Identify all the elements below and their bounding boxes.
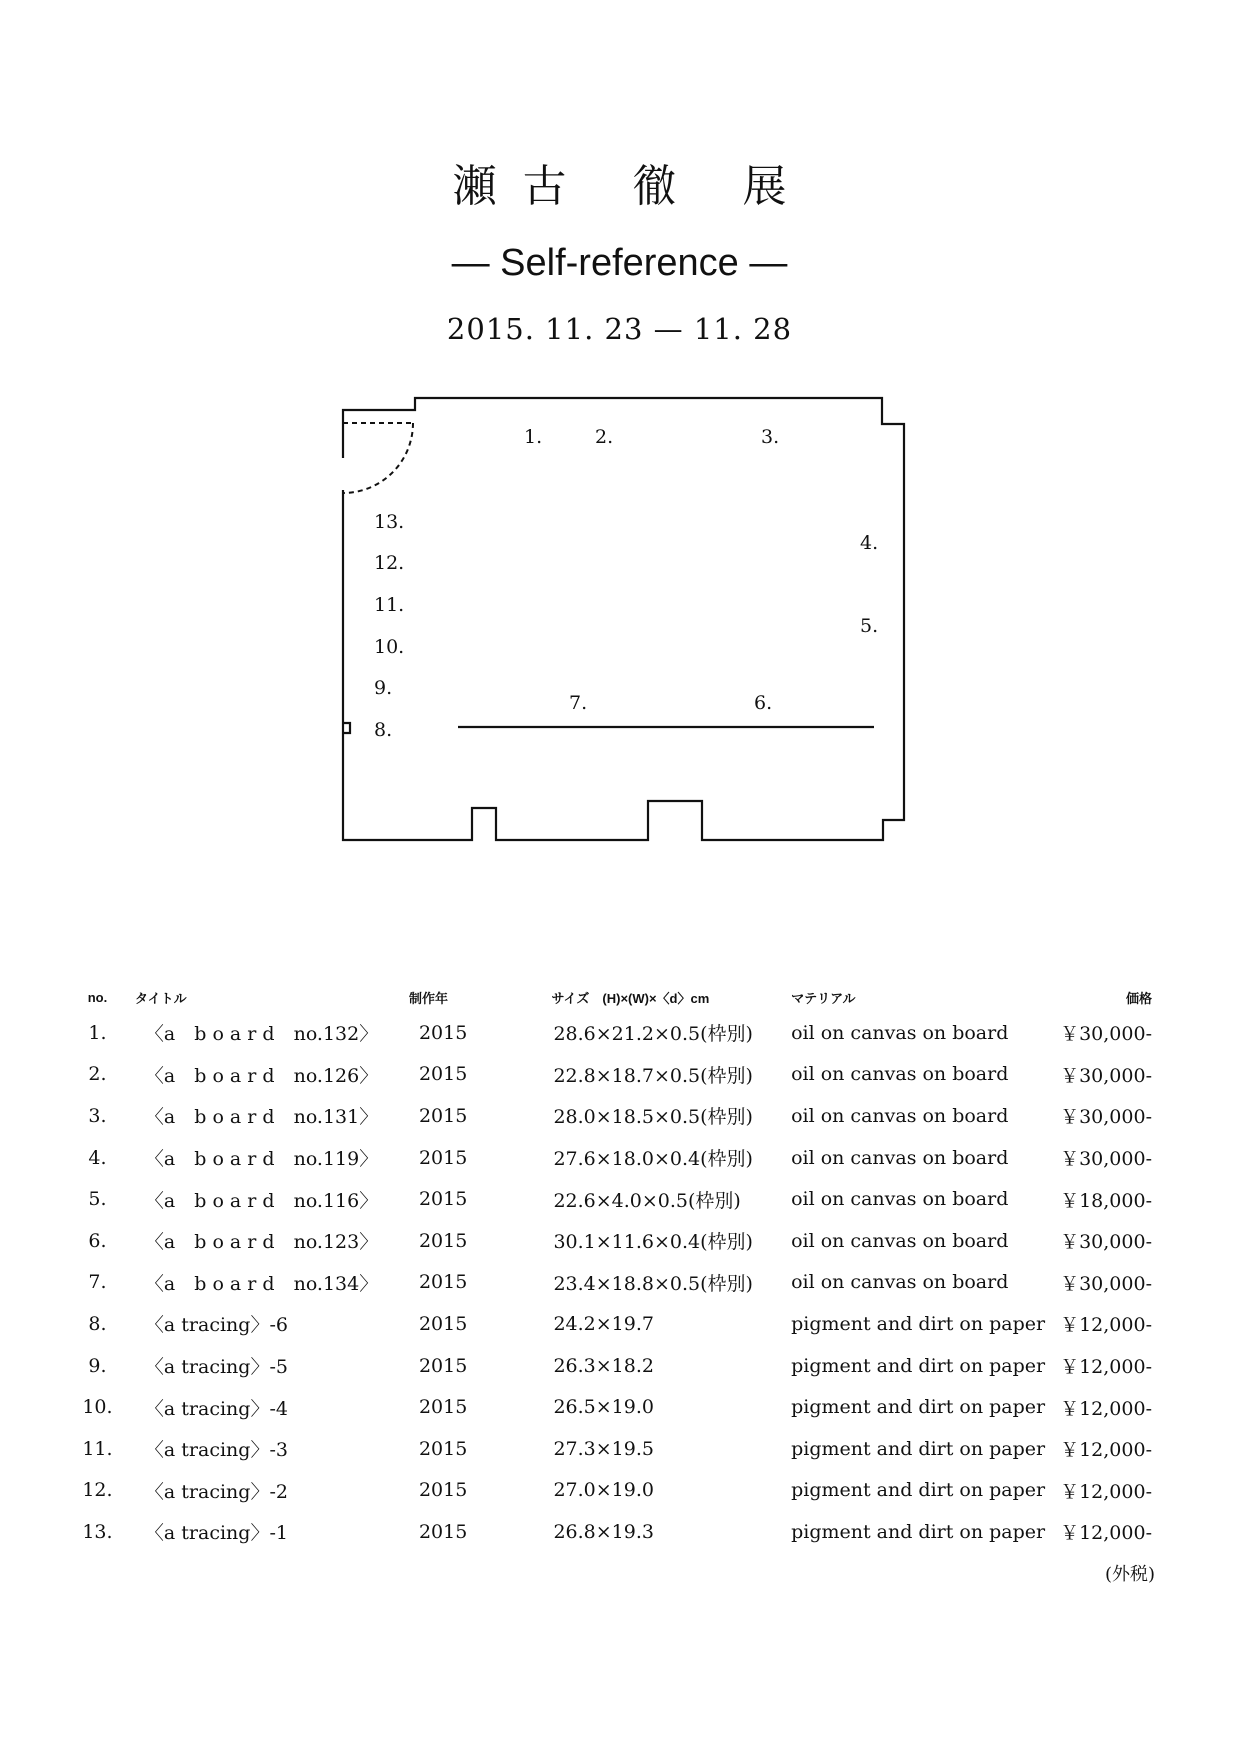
cell-no: 11. xyxy=(82,1437,113,1460)
table-row xyxy=(60,1262,1160,1304)
cell-no: 4. xyxy=(88,1146,107,1169)
table-row xyxy=(60,1303,1160,1345)
floor-label-10: 10. xyxy=(374,636,405,658)
cell-title: 〈a b o a r d no.116〉 xyxy=(144,1189,379,1212)
floor-label-12: 12. xyxy=(374,552,405,574)
cell-material: oil on canvas on board xyxy=(791,1229,1009,1252)
cell-material: oil on canvas on board xyxy=(791,1188,1009,1211)
cell-year: 2015 xyxy=(418,1271,468,1294)
floor-label-8: 8. xyxy=(374,719,393,741)
cell-price: ￥12,000- xyxy=(1060,1522,1152,1545)
cell-material: oil on canvas on board xyxy=(791,1146,1009,1169)
cell-title: 〈a b o a r d no.123〉 xyxy=(144,1231,379,1254)
cell-size: 27.6×18.0×0.4(枠別) xyxy=(553,1148,753,1171)
floor-label-1: 1. xyxy=(524,426,543,448)
cell-price: ￥12,000- xyxy=(1060,1480,1152,1503)
cell-price: ￥12,000- xyxy=(1060,1397,1152,1420)
exhibition-dates: 2015. 11. 23 — 11. 28 xyxy=(446,312,793,346)
cell-year: 2015 xyxy=(418,1437,468,1460)
table-row xyxy=(60,1054,1160,1096)
cell-year: 2015 xyxy=(418,1063,468,1086)
cell-no: 8. xyxy=(88,1312,107,1335)
cell-no: 13. xyxy=(82,1520,113,1543)
cell-no: 5. xyxy=(88,1188,107,1211)
cell-year: 2015 xyxy=(418,1104,468,1127)
cell-title: 〈a tracing〉-2 xyxy=(144,1480,288,1503)
tax-note: (外税) xyxy=(1104,1564,1155,1585)
cell-size: 27.0×19.0 xyxy=(553,1479,654,1502)
door-swing xyxy=(343,423,413,493)
floor-label-11: 11. xyxy=(374,594,405,616)
floor-label-4: 4. xyxy=(860,532,879,554)
cell-title: 〈a tracing〉-4 xyxy=(144,1397,288,1420)
header-title: タイトル xyxy=(134,990,187,1006)
cell-year: 2015 xyxy=(418,1396,468,1419)
cell-price: ￥30,000- xyxy=(1060,1272,1152,1295)
header-material: マテリアル xyxy=(791,990,856,1006)
table-row xyxy=(60,1012,1160,1054)
cell-size: 30.1×11.6×0.4(枠別) xyxy=(553,1231,753,1254)
header-no: no. xyxy=(87,989,108,1005)
cell-material: pigment and dirt on paper xyxy=(791,1479,1046,1502)
cell-year: 2015 xyxy=(418,1479,468,1502)
cell-title: 〈a b o a r d no.134〉 xyxy=(144,1272,379,1295)
cell-no: 12. xyxy=(82,1479,113,1502)
cell-year: 2015 xyxy=(418,1520,468,1543)
table-row xyxy=(60,1178,1160,1220)
floor-label-5: 5. xyxy=(860,615,879,637)
cell-size: 27.3×19.5 xyxy=(553,1437,654,1460)
cell-material: oil on canvas on board xyxy=(791,1021,1009,1044)
floor-plan xyxy=(330,388,920,848)
cell-no: 10. xyxy=(82,1396,113,1419)
cell-price: ￥18,000- xyxy=(1060,1189,1152,1212)
exhibition-title: 瀬古 徹 展 xyxy=(452,161,813,212)
cell-material: pigment and dirt on paper xyxy=(791,1312,1046,1335)
cell-size: 26.8×19.3 xyxy=(553,1520,654,1543)
table-row xyxy=(60,1345,1160,1387)
cell-no: 7. xyxy=(88,1271,107,1294)
cell-year: 2015 xyxy=(418,1354,468,1377)
works-table xyxy=(60,982,1160,1553)
cell-price: ￥12,000- xyxy=(1060,1439,1152,1462)
floor-label-6: 6. xyxy=(754,692,773,714)
cell-title: 〈a b o a r d no.119〉 xyxy=(144,1148,379,1171)
cell-no: 9. xyxy=(88,1354,107,1377)
table-row xyxy=(60,1470,1160,1512)
cell-material: pigment and dirt on paper xyxy=(791,1520,1046,1543)
cell-title: 〈a b o a r d no.126〉 xyxy=(144,1064,379,1087)
cell-price: ￥30,000- xyxy=(1060,1231,1152,1254)
floor-label-2: 2. xyxy=(595,426,614,448)
cell-year: 2015 xyxy=(418,1146,468,1169)
cell-price: ￥30,000- xyxy=(1060,1148,1152,1171)
cell-no: 1. xyxy=(88,1021,107,1044)
floor-label-9: 9. xyxy=(374,677,393,699)
cell-size: 28.0×18.5×0.5(枠別) xyxy=(553,1106,753,1129)
table-row xyxy=(60,1220,1160,1262)
cell-price: ￥12,000- xyxy=(1060,1356,1152,1379)
cell-material: oil on canvas on board xyxy=(791,1271,1009,1294)
cell-price: ￥30,000- xyxy=(1060,1064,1152,1087)
cell-no: 3. xyxy=(88,1104,107,1127)
cell-material: pigment and dirt on paper xyxy=(791,1437,1046,1460)
cell-size: 28.6×21.2×0.5(枠別) xyxy=(553,1023,753,1046)
floor-plan-wall xyxy=(343,398,904,840)
cell-price: ￥30,000- xyxy=(1060,1023,1152,1046)
cell-price: ￥12,000- xyxy=(1060,1314,1152,1337)
header-size: サイズ (H)×(W)×〈d〉cm xyxy=(551,990,710,1006)
cell-no: 6. xyxy=(88,1229,107,1252)
cell-price: ￥30,000- xyxy=(1060,1106,1152,1129)
cell-size: 24.2×19.7 xyxy=(553,1312,654,1335)
cell-material: oil on canvas on board xyxy=(791,1063,1009,1086)
cell-material: pigment and dirt on paper xyxy=(791,1354,1046,1377)
table-row xyxy=(60,1386,1160,1428)
cell-size: 22.6×4.0×0.5(枠別) xyxy=(553,1189,741,1212)
cell-size: 23.4×18.8×0.5(枠別) xyxy=(553,1272,753,1295)
cell-title: 〈a b o a r d no.132〉 xyxy=(144,1023,379,1046)
exhibition-subtitle: — Self-reference — xyxy=(451,242,788,284)
header-price: 価格 xyxy=(1125,990,1152,1006)
cell-title: 〈a b o a r d no.131〉 xyxy=(144,1106,379,1129)
cell-material: oil on canvas on board xyxy=(791,1104,1009,1127)
table-header-row xyxy=(60,982,1160,1012)
table-row xyxy=(60,1137,1160,1179)
cell-size: 22.8×18.7×0.5(枠別) xyxy=(553,1064,753,1087)
cell-title: 〈a tracing〉-6 xyxy=(144,1314,288,1337)
table-row xyxy=(60,1511,1160,1553)
cell-size: 26.5×19.0 xyxy=(553,1396,654,1419)
cell-year: 2015 xyxy=(418,1021,468,1044)
cell-no: 2. xyxy=(88,1063,107,1086)
cell-title: 〈a tracing〉-3 xyxy=(144,1439,288,1462)
cell-year: 2015 xyxy=(418,1229,468,1252)
cell-title: 〈a tracing〉-1 xyxy=(144,1522,288,1545)
cell-title: 〈a tracing〉-5 xyxy=(144,1356,288,1379)
cell-material: pigment and dirt on paper xyxy=(791,1396,1046,1419)
cell-year: 2015 xyxy=(418,1188,468,1211)
table-row xyxy=(60,1095,1160,1137)
cell-size: 26.3×18.2 xyxy=(553,1354,654,1377)
cell-year: 2015 xyxy=(418,1312,468,1335)
floor-label-13: 13. xyxy=(374,511,405,533)
floor-label-7: 7. xyxy=(569,692,588,714)
floor-label-3: 3. xyxy=(761,426,780,448)
header-year: 制作年 xyxy=(408,990,448,1006)
table-row xyxy=(60,1428,1160,1470)
